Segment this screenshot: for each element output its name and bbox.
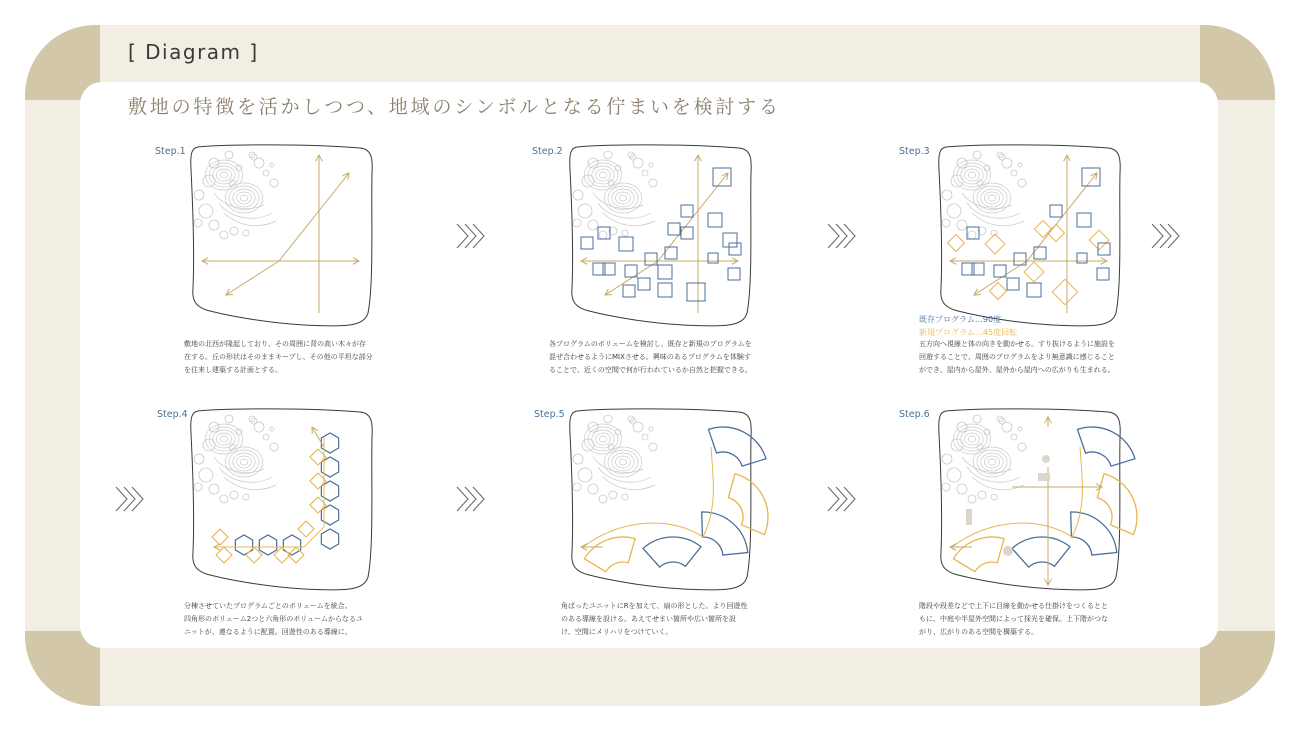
hill-contour xyxy=(237,456,252,468)
stair-element xyxy=(966,509,972,525)
step-1-description: 敷地の北西が隆起しており、その周囲に背の高い木々が存 在する。丘の形状はそのままキープし、その他の平坦な部分 を往来し建築する計画とする。 xyxy=(184,340,373,374)
tree-circle xyxy=(225,151,233,159)
hill-contour xyxy=(968,436,976,442)
tree-circle xyxy=(270,179,278,187)
fan-unit-existing xyxy=(1071,512,1117,555)
tree-circle xyxy=(649,163,653,167)
hex-unit xyxy=(283,535,300,555)
program-volume xyxy=(581,237,593,249)
courtyard-element xyxy=(1003,546,1013,556)
chevron-right-icon xyxy=(455,220,487,252)
program-volume xyxy=(658,265,672,279)
tree-circle xyxy=(199,468,213,482)
diamond-unit xyxy=(212,529,228,545)
tree-circle xyxy=(588,220,598,230)
program-volume xyxy=(723,233,737,247)
hill-contour xyxy=(988,459,996,465)
tree-circle xyxy=(194,190,204,200)
site-outline xyxy=(191,145,372,326)
fan-unit-existing xyxy=(643,537,701,567)
program-volume xyxy=(668,223,680,235)
tree-circle xyxy=(1018,179,1026,187)
tree-circle xyxy=(968,495,976,503)
circulation-path xyxy=(214,437,324,547)
hill-contour xyxy=(596,433,611,445)
program-volume xyxy=(1089,230,1109,250)
tree-circle xyxy=(209,220,219,230)
tree-circle xyxy=(573,190,583,200)
tree-circle xyxy=(649,443,657,451)
hex-unit xyxy=(259,535,276,555)
step-3-label: Step.3 xyxy=(899,146,930,157)
hill-contour xyxy=(599,172,607,178)
tree-circle xyxy=(622,494,628,500)
hill-contour xyxy=(240,195,248,201)
program-volume xyxy=(681,205,693,217)
program-volume xyxy=(948,235,965,252)
tree-circle xyxy=(209,484,219,494)
site-outline xyxy=(570,145,751,326)
header-band xyxy=(100,25,1200,85)
hill-contour xyxy=(968,172,976,178)
footer-band xyxy=(100,646,1200,706)
hill-contour xyxy=(588,163,618,187)
axis-arrow-southwest-head xyxy=(226,289,233,295)
tree-circle xyxy=(604,151,612,159)
tree-circle xyxy=(230,491,238,499)
program-volume xyxy=(1052,279,1077,304)
chevron-stroke xyxy=(473,487,484,511)
tree-circle xyxy=(947,468,961,482)
legend-existing: 既存プログラム…90度 xyxy=(919,315,1002,324)
tree-circle xyxy=(642,434,648,440)
tree-circle xyxy=(622,230,628,236)
program-volume xyxy=(1034,247,1046,259)
tree-circle xyxy=(230,227,238,235)
step-4-label: Step.4 xyxy=(157,409,188,420)
site-outline xyxy=(939,409,1120,590)
step-3-description: 五方向へ視線と体の向きを動かせる。すり抜けるように施設を 回遊することで、周囲のプログラムをより無意識に感じること ができ、屋内から屋外、屋外から屋内への広がりも生まれる。 xyxy=(919,340,1115,374)
tree-circle xyxy=(942,483,950,491)
axis-arrow-southwest-head xyxy=(605,289,612,295)
program-volume xyxy=(1024,262,1044,282)
courtyard-element xyxy=(1042,455,1050,463)
program-volume xyxy=(1082,168,1100,186)
program-volume xyxy=(985,234,1005,254)
tree-circle xyxy=(225,415,233,423)
step-1-label: Step.1 xyxy=(155,146,186,157)
step-6-label: Step.6 xyxy=(899,409,930,420)
chevron-stroke xyxy=(473,224,484,248)
step-2-description: 各プログラムのボリュームを検討し、既存と新規のプログラムを 混ぜ合わせるようにMIXさせる。興味のあるプログラムを体験す ることで、近くの空間で何が行われているか自然と把握できる。 xyxy=(549,340,752,374)
hill-contour xyxy=(985,192,1000,204)
tree-circle xyxy=(599,231,607,239)
chevron-right-icon xyxy=(826,220,858,252)
chevron-stroke xyxy=(465,224,476,248)
tree-circle xyxy=(1018,427,1022,431)
chevron-stroke xyxy=(457,224,468,248)
tree-circle xyxy=(270,163,274,167)
tree-circle xyxy=(209,158,219,168)
tree-circle xyxy=(942,454,952,464)
hill-contour xyxy=(214,457,276,490)
tree-circle xyxy=(194,219,202,227)
program-volume xyxy=(708,213,722,227)
chevron-stroke xyxy=(457,487,468,511)
hill-contour xyxy=(988,195,996,201)
chevron-stroke xyxy=(844,224,855,248)
tree-circle xyxy=(243,230,249,236)
hill-contour xyxy=(237,192,252,204)
chevron-right-icon xyxy=(114,483,146,515)
chevron-stroke xyxy=(844,487,855,511)
step-5-label: Step.5 xyxy=(534,409,565,420)
tree-circle xyxy=(243,494,249,500)
tree-circle xyxy=(588,422,598,432)
tree-circle xyxy=(942,219,950,227)
tree-circle xyxy=(642,170,648,176)
chevron-stroke xyxy=(836,487,847,511)
program-volume xyxy=(623,285,635,297)
program-volume xyxy=(681,227,693,239)
fan-unit-new xyxy=(953,537,1004,572)
tree-circle xyxy=(991,494,997,500)
hill-contour xyxy=(616,456,631,468)
tree-circle xyxy=(649,427,653,431)
legend-new: 新規プログラム…45度回転 xyxy=(919,328,1018,337)
tree-circle xyxy=(263,434,269,440)
hill-contour xyxy=(217,169,232,181)
step-5-description: 角ばったユニットにRを加えて、扇の形とした。より回遊性 のある導線を設ける。あえてせまい箇所や広い箇所を設 け、空間にメリハリをつけていく。 xyxy=(561,602,748,636)
chevron-right-icon xyxy=(826,483,858,515)
hill-contour xyxy=(957,163,987,187)
tree-circle xyxy=(968,231,976,239)
program-volume xyxy=(1097,268,1109,280)
hill-contour xyxy=(209,163,239,187)
site-outline xyxy=(570,409,751,590)
tree-circle xyxy=(978,491,986,499)
tree-circle xyxy=(609,491,617,499)
step-4-diagram xyxy=(184,407,374,592)
step-6-description: 階段や段差などで上下に目線を動かせる仕掛けをつくるとと もに、中庭や半屋外空間によって採光を確保。上下階がつな がり、広がりのある空間を構築する。 xyxy=(919,602,1108,636)
hill-contour xyxy=(214,193,276,226)
circulation-path xyxy=(583,447,713,547)
tree-circle xyxy=(588,158,598,168)
tree-circle xyxy=(578,468,592,482)
tree-circle xyxy=(194,454,204,464)
tree-circle xyxy=(578,204,592,218)
tree-circle xyxy=(649,179,657,187)
hill-contour xyxy=(217,433,232,445)
program-volume xyxy=(619,237,633,251)
tree-circle xyxy=(1011,170,1017,176)
axis-arrow-southwest-head xyxy=(974,289,981,295)
tree-circle xyxy=(270,427,274,431)
legend xyxy=(919,313,1017,339)
tree-circle xyxy=(573,454,583,464)
program-volume xyxy=(638,278,650,290)
tree-circle xyxy=(942,190,952,200)
tree-circle xyxy=(199,204,213,218)
chevron-stroke xyxy=(116,487,127,511)
chevron-stroke xyxy=(836,224,847,248)
hill-contour xyxy=(220,436,228,442)
chevron-stroke xyxy=(1152,224,1163,248)
tree-circle xyxy=(573,219,581,227)
hill-contour xyxy=(593,457,655,490)
program-volume xyxy=(665,247,677,259)
tree-circle xyxy=(957,484,967,494)
tree-circle xyxy=(263,170,269,176)
tree-circle xyxy=(973,151,981,159)
tree-circle xyxy=(957,422,967,432)
chevron-stroke xyxy=(465,487,476,511)
chevron-stroke xyxy=(1168,224,1179,248)
program-volume xyxy=(728,268,740,280)
hill-contour xyxy=(220,172,228,178)
stair-element xyxy=(1038,473,1050,481)
hill-contour xyxy=(962,193,1024,226)
hill-contour xyxy=(616,192,631,204)
chevron-stroke xyxy=(828,487,839,511)
tree-circle xyxy=(947,204,961,218)
hex-unit xyxy=(321,529,338,549)
program-volume xyxy=(658,283,672,297)
hill-contour xyxy=(209,427,239,451)
hill-contour xyxy=(957,427,987,451)
hill-contour xyxy=(965,433,980,445)
tree-circle xyxy=(573,483,581,491)
tree-circle xyxy=(270,443,278,451)
hill-contour xyxy=(619,459,627,465)
program-volume xyxy=(1027,283,1041,297)
fan-unit-new xyxy=(584,537,635,572)
tree-circle xyxy=(957,158,967,168)
hex-unit xyxy=(235,535,252,555)
chevron-stroke xyxy=(1160,224,1171,248)
program-volume xyxy=(1050,205,1062,217)
axis-arrow-southwest xyxy=(226,261,279,295)
program-volume xyxy=(729,243,741,255)
axis-arrow-northeast xyxy=(279,173,349,261)
section-header: [ Diagram ] xyxy=(128,40,259,64)
step-1-diagram xyxy=(184,143,374,328)
step-2-label: Step.2 xyxy=(532,146,563,157)
program-volume xyxy=(687,283,705,301)
tree-circle xyxy=(1018,163,1022,167)
hill-contour xyxy=(593,193,655,226)
hill-contour xyxy=(599,436,607,442)
circulation-path xyxy=(952,447,1082,547)
tree-circle xyxy=(604,415,612,423)
program-volume xyxy=(990,283,1007,300)
hill-contour xyxy=(240,459,248,465)
step-6-diagram xyxy=(932,407,1122,592)
step-4-description: 分棟させていたプログラムごとのボリュームを統合。 四角形のボリューム2つと六角形のボリュームからなるユ ニットが、連なるように配置。回遊性のある導線に。 xyxy=(184,602,364,636)
program-volume xyxy=(713,168,731,186)
tree-circle xyxy=(209,422,219,432)
hill-contour xyxy=(962,457,1024,490)
chevron-stroke xyxy=(124,487,135,511)
tree-circle xyxy=(194,483,202,491)
tree-circle xyxy=(220,495,228,503)
tree-circle xyxy=(973,415,981,423)
hill-contour xyxy=(619,195,627,201)
hill-contour xyxy=(588,427,618,451)
tree-circle xyxy=(1018,443,1026,451)
chevron-right-icon xyxy=(455,483,487,515)
hill-contour xyxy=(985,456,1000,468)
step-5-diagram xyxy=(563,407,753,592)
tree-circle xyxy=(599,495,607,503)
step-2-diagram xyxy=(563,143,753,328)
diamond-unit xyxy=(298,521,314,537)
tree-circle xyxy=(588,484,598,494)
hill-contour xyxy=(965,169,980,181)
program-volume xyxy=(1007,278,1019,290)
hill-contour xyxy=(596,169,611,181)
fan-unit-existing xyxy=(702,512,748,555)
page-title: 敷地の特徴を活かしつつ、地域のシンボルとなる佇まいを検討する xyxy=(128,96,781,118)
tree-circle xyxy=(220,231,228,239)
chevron-right-icon xyxy=(1150,220,1182,252)
fan-unit-existing xyxy=(1012,537,1070,567)
chevron-stroke xyxy=(828,224,839,248)
tree-circle xyxy=(1011,434,1017,440)
program-volume xyxy=(1077,213,1091,227)
chevron-stroke xyxy=(132,487,143,511)
step-3-diagram xyxy=(932,143,1122,328)
tree-circle xyxy=(957,220,967,230)
